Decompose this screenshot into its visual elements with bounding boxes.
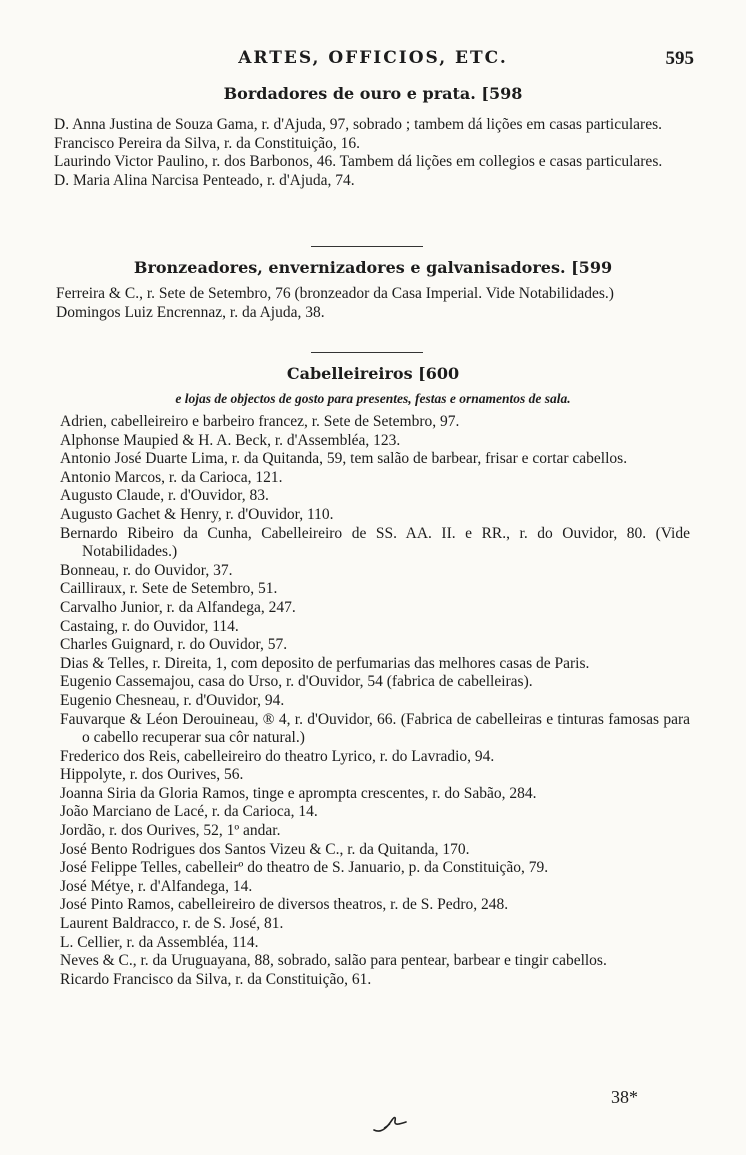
page-number: 595: [665, 48, 694, 69]
section-cabelleireiros-entries: [0, 413, 746, 989]
list-item: Frederico dos Reis, cabelleireiro do theatro Lyrico, r. do Lavradio, 94.: [60, 747, 495, 765]
list-item: João Marciano de Lacé, r. da Carioca, 14.: [60, 803, 318, 821]
section-divider: [311, 246, 423, 247]
list-item: José Felippe Telles, cabelleirº do theatro de S. Januario, p. da Constituição, 79.: [60, 859, 549, 877]
list-item: José Bento Rodrigues dos Santos Vizeu & C., r. da Quitanda, 170.: [60, 840, 470, 858]
section-divider: [311, 352, 423, 353]
list-item: Neves & C., r. da Uruguayana, 88, sobrado, salão para pentear, barbear e tingir cabellos.: [60, 952, 607, 970]
section-bronzeadores-entries: [0, 285, 746, 322]
list-item: Domingos Luiz Encrennaz, r. da Ajuda, 38.: [56, 303, 325, 321]
list-item: Francisco Pereira da Silva, r. da Constituição, 16.: [54, 134, 361, 152]
list-item: Ferreira & C., r. Sete de Setembro, 76 (bronzeador da Casa Imperial. Vide Notabilidades.): [56, 285, 614, 302]
running-head: [0, 48, 746, 78]
list-item: Augusto Gachet & Henry, r. d'Ouvidor, 110.: [60, 505, 334, 523]
list-item: Ricardo Francisco da Silva, r. da Constituição, 61.: [60, 970, 372, 988]
list-item: José Pinto Ramos, cabelleireiro de diversos theatros, r. de S. Pedro, 248.: [60, 896, 509, 914]
list-item: Adrien, cabelleireiro e barbeiro francez, r. Sete de Setembro, 97.: [60, 413, 460, 430]
list-item: Carvalho Junior, r. da Alfandega, 247.: [60, 598, 296, 616]
list-item: José Métye, r. d'Alfandega, 14.: [60, 877, 253, 895]
section-subtitle: e lojas de objectos de gosto para presentes, festas e ornamentos de sala.: [175, 391, 571, 406]
list-item: Joanna Siria da Gloria Ramos, tinge e apromptа crescentes, r. do Sabão, 284.: [60, 784, 537, 802]
section-title-cabelleireiros: Cabelleireiros [600: [286, 364, 460, 383]
list-item: Eugenio Chesneau, r. d'Ouvidor, 94.: [60, 691, 285, 709]
list-item: Fauvarque & Léon Derouineau, ® 4, r. d'Ouvidor, 66. (Fabrica de cabelleiras e tinturas famosas para o cabello recuperar sua côr natural.): [60, 710, 690, 747]
list-item: Castaing, r. do Ouvidor, 114.: [60, 617, 239, 635]
list-item: Antonio José Duarte Lima, r. da Quitanda, 59, tem salão de barbear, frisar e cortar cabellos.: [60, 450, 628, 468]
list-item: Charles Guignard, r. do Ouvidor, 57.: [60, 636, 288, 654]
section-title-bordadores: Bordadores de ouro e prata. [598: [223, 84, 523, 103]
list-item: D. Maria Alina Narcisa Penteado, r. d'Ajuda, 74.: [54, 171, 355, 189]
list-item: L. Cellier, r. da Assembléa, 114.: [60, 933, 259, 951]
list-item: Jordão, r. dos Ourives, 52, 1º andar.: [60, 822, 281, 840]
list-item: Eugenio Cassemajou, casa do Urso, r. d'Ouvidor, 54 (fabrica de cabelleiras).: [60, 673, 533, 691]
list-item: Cailliraux, r. Sete de Setembro, 51.: [60, 580, 278, 598]
list-item: Hippolyte, r. dos Ourives, 56.: [60, 766, 244, 784]
list-item: Bonneau, r. do Ouvidor, 37.: [60, 561, 233, 579]
list-item: Alphonse Maupied & H. A. Beck, r. d'Assembléa, 123.: [60, 431, 401, 449]
list-item: Bernardo Ribeiro da Cunha, Cabelleireiro de SS. AA. II. e RR., r. do Ouvidor, 80. (Vide Notabilidades.): [60, 524, 690, 561]
list-item: Antonio Marcos, r. da Carioca, 121.: [60, 468, 283, 486]
running-title: ARTES, OFFICIOS, ETC.: [238, 48, 508, 68]
list-item: Augusto Claude, r. d'Ouvidor, 83.: [60, 487, 269, 505]
signature-mark: 38*: [611, 1087, 638, 1107]
section-bordadores-entries: [0, 116, 746, 190]
list-item: Laurindo Victor Paulino, r. dos Barbonos, 46. Tambem dá lições em collegios e casas particulares.: [54, 153, 663, 171]
list-item: Laurent Baldracco, r. de S. José, 81.: [60, 915, 284, 933]
section-title-bronzeadores: Bronzeadores, envernizadores e galvanisadores. [599: [133, 258, 613, 277]
ink-flourish-icon: [370, 1108, 410, 1136]
list-item: Dias & Telles, r. Direita, 1, com deposito de perfumarias das melhores casas de Paris.: [60, 654, 590, 672]
list-item: D. Anna Justina de Souza Gama, r. d'Ajuda, 97, sobrado ; tambem dá lições em casas particulares.: [54, 116, 662, 133]
